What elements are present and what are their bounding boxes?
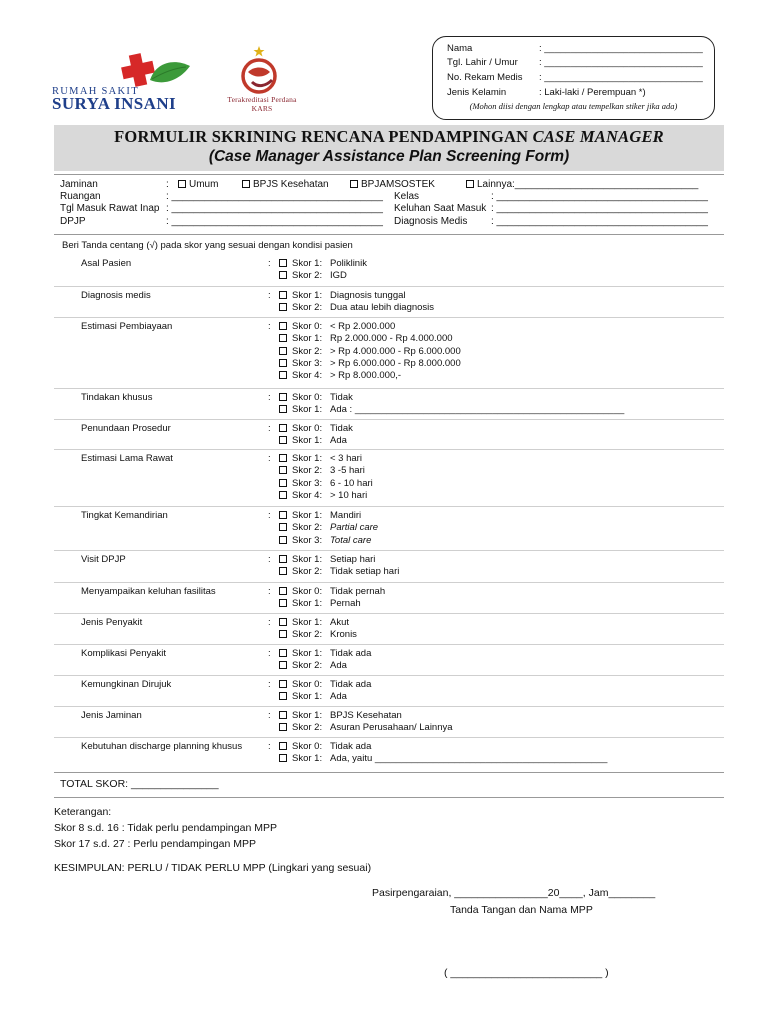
jaminan-option-umum[interactable]	[178, 179, 218, 190]
score-option[interactable]	[279, 566, 399, 578]
score-text: Ada : ___________________________________________________	[330, 404, 625, 416]
score-text: Tidak ada	[330, 679, 372, 690]
checkbox[interactable]	[279, 405, 287, 413]
score-text: Tidak ada	[330, 648, 372, 659]
row-divider	[54, 737, 724, 738]
score-option[interactable]	[279, 490, 367, 502]
row-divider	[54, 419, 724, 420]
row-divider	[54, 613, 724, 614]
score-text: > 10 hari	[330, 489, 368, 501]
criterion-label: Menyampaikan keluhan fasilitas	[81, 586, 216, 597]
jaminan-option-bpjs[interactable]	[242, 179, 329, 190]
score-text: Ada	[330, 691, 347, 703]
keterangan-line-2: Skor 17 s.d. 27 : Perlu pendampingan MPP	[54, 838, 256, 850]
score-label: Skor 1:	[292, 453, 323, 464]
score-label: Skor 1:	[292, 598, 323, 610]
score-text: Tidak	[330, 423, 353, 434]
kars-emblem-icon	[204, 44, 314, 96]
score-label: Skor 3:	[292, 477, 323, 489]
score-option[interactable]	[279, 660, 347, 672]
colon: :	[268, 423, 271, 434]
score-option[interactable]	[279, 478, 373, 490]
score-label: Skor 2:	[292, 522, 323, 534]
criterion-label: Komplikasi Penyakit	[81, 648, 167, 659]
score-option[interactable]	[279, 598, 361, 610]
score-text: Mandiri	[330, 510, 362, 521]
score-option[interactable]	[279, 465, 365, 477]
score-option[interactable]	[279, 710, 402, 722]
colon: :	[268, 710, 271, 721]
patient-dob-row	[447, 57, 703, 68]
keterangan-line-1: Skor 8 s.d. 16 : Tidak perlu pendampingan MPP	[54, 822, 277, 834]
score-option[interactable]	[279, 404, 624, 416]
patient-name-row	[447, 43, 703, 54]
score-label: Skor 0:	[292, 586, 323, 597]
dpjp-field[interactable]: : ______________________________________	[166, 216, 383, 227]
form-title-italic: CASE MANAGER	[532, 127, 664, 146]
row-divider	[54, 506, 724, 507]
score-option[interactable]	[279, 691, 347, 703]
dpjp-label: DPJP	[60, 216, 86, 227]
jaminan-label: Jaminan	[60, 179, 98, 190]
criterion-label: Asal Pasien	[81, 258, 132, 269]
kelas-field[interactable]: : ______________________________________	[491, 191, 708, 202]
row-divider	[54, 706, 724, 707]
colon: :	[268, 586, 271, 597]
field-label: No. Rekam Medis	[447, 72, 523, 83]
criterion-label: Diagnosis medis	[81, 290, 151, 301]
score-label: Skor 4:	[292, 489, 323, 501]
score-option[interactable]	[279, 302, 434, 314]
row-divider	[54, 317, 724, 318]
score-label: Skor 1:	[292, 691, 323, 703]
score-option[interactable]	[279, 358, 461, 370]
checkbox[interactable]	[279, 334, 287, 342]
checkbox[interactable]	[279, 555, 287, 563]
score-option[interactable]	[279, 629, 357, 641]
checkbox[interactable]	[279, 536, 287, 544]
score-text: IGD	[330, 270, 347, 282]
row-divider	[54, 550, 724, 551]
checkbox[interactable]	[279, 742, 287, 750]
tgl-masuk-field[interactable]: : ______________________________________	[166, 203, 383, 214]
score-label: Skor 1:	[292, 753, 323, 765]
score-text: 3 -5 hari	[330, 465, 365, 477]
keterangan-title: Keterangan:	[54, 806, 112, 818]
signature-name-line[interactable]: ( __________________________ )	[444, 967, 609, 979]
score-option[interactable]	[279, 722, 453, 734]
option-label: Lainnya:_________________________________	[477, 179, 699, 190]
field-label: Tgl. Lahir / Umur	[447, 57, 518, 68]
score-label: Skor 4:	[292, 370, 323, 382]
score-text: Asuran Perusahaan/ Lainnya	[330, 722, 453, 734]
option-label: BPJAMSOSTEK	[361, 179, 435, 190]
ruangan-label: Ruangan	[60, 191, 101, 202]
checkbox[interactable]	[178, 180, 186, 188]
colon: :	[166, 179, 169, 190]
score-option[interactable]	[279, 648, 371, 660]
divider	[54, 234, 724, 235]
score-label: Skor 1:	[292, 435, 323, 447]
keluhan-label: Keluhan Saat Masuk	[394, 203, 487, 214]
colon: :	[268, 392, 271, 403]
field-label: Nama	[447, 43, 473, 54]
colon: :	[268, 617, 271, 628]
patient-dob-field[interactable]: : ______________________________	[539, 57, 703, 68]
diagnosis-medis-label: Diagnosis Medis	[394, 216, 468, 227]
score-label: Skor 2:	[292, 302, 323, 314]
score-option[interactable]	[279, 270, 347, 282]
divider	[54, 772, 724, 773]
score-label: Skor 2:	[292, 345, 323, 357]
hospital-logo	[52, 46, 202, 116]
score-label: Skor 1:	[292, 510, 323, 521]
total-score[interactable]: TOTAL SKOR: _______________	[60, 778, 219, 790]
checkbox[interactable]	[279, 723, 287, 731]
score-option[interactable]	[279, 258, 367, 270]
criterion-label: Tindakan khusus	[81, 392, 153, 403]
score-text: Total care	[330, 534, 372, 546]
colon: :	[268, 648, 271, 659]
checkbox[interactable]	[279, 692, 287, 700]
form-title-bar	[54, 125, 724, 171]
score-label: Skor 1:	[292, 648, 323, 659]
score-label: Skor 2:	[292, 629, 323, 641]
score-option[interactable]	[279, 435, 347, 447]
row-divider	[54, 582, 724, 583]
checkbox[interactable]	[279, 649, 287, 657]
score-option[interactable]	[279, 554, 375, 566]
score-option[interactable]	[279, 392, 353, 404]
checkbox[interactable]	[350, 180, 358, 188]
score-text: > Rp 4.000.000 - Rp 6.000.000	[330, 345, 461, 357]
score-option[interactable]	[279, 346, 461, 358]
score-option[interactable]	[279, 510, 361, 522]
colon: :	[268, 741, 271, 752]
criterion-label: Estimasi Pembiayaan	[81, 321, 173, 332]
colon: :	[268, 554, 271, 565]
score-label: Skor 2:	[292, 722, 323, 734]
keluhan-field[interactable]: : ______________________________________	[491, 203, 708, 214]
score-text: 6 - 10 hari	[330, 477, 373, 489]
hospital-name: SURYA INSANI	[52, 94, 177, 113]
checkbox[interactable]	[279, 479, 287, 487]
score-label: Skor 0:	[292, 423, 323, 434]
criterion-label: Kemungkinan Dirujuk	[81, 679, 172, 690]
option-label: Umum	[189, 179, 219, 190]
place-date-line[interactable]: Pasirpengaraian, ________________20____, Jam________	[372, 887, 656, 899]
score-text: Poliklinik	[330, 258, 367, 269]
score-label: Skor 1:	[292, 617, 323, 628]
checkbox[interactable]	[466, 180, 474, 188]
checkbox[interactable]	[279, 511, 287, 519]
score-option[interactable]	[279, 453, 362, 465]
checkbox[interactable]	[279, 523, 287, 531]
checkbox[interactable]	[279, 424, 287, 432]
checkbox[interactable]	[279, 680, 287, 688]
checkbox[interactable]	[279, 436, 287, 444]
patient-mrn-field[interactable]: : ______________________________	[539, 72, 703, 83]
checkbox[interactable]	[279, 347, 287, 355]
score-option[interactable]	[279, 370, 401, 382]
checkbox[interactable]	[279, 754, 287, 762]
score-label: Skor 1:	[292, 258, 323, 269]
score-label: Skor 0:	[292, 679, 323, 690]
score-option[interactable]	[279, 333, 453, 345]
divider	[54, 797, 724, 798]
checkbox[interactable]	[279, 259, 287, 267]
accreditation-text	[212, 95, 312, 113]
kesimpulan: KESIMPULAN: PERLU / TIDAK PERLU MPP (Lingkari yang sesuai)	[54, 862, 372, 874]
score-text: Tidak ada	[330, 741, 372, 752]
checkbox[interactable]	[242, 180, 250, 188]
checkbox[interactable]	[279, 371, 287, 379]
patient-box-note: (Mohon diisi dengan lengkap atau tempelkan stiker jika ada)	[469, 101, 678, 111]
score-text: Partial care	[330, 522, 379, 534]
score-label: Skor 2:	[292, 465, 323, 477]
red-cross-leaf-icon	[52, 46, 202, 90]
row-divider	[54, 388, 724, 389]
score-option[interactable]	[279, 586, 385, 598]
score-text: Ada	[330, 435, 347, 447]
patient-mrn-row	[447, 72, 703, 83]
score-text: > Rp 6.000.000 - Rp 8.000.000	[330, 357, 461, 369]
tgl-masuk-label: Tgl Masuk Rawat Inap	[60, 203, 160, 214]
divider	[54, 174, 724, 175]
patient-identity-box	[432, 36, 715, 120]
score-text: Dua atau lebih diagnosis	[330, 302, 435, 314]
checkbox[interactable]	[279, 322, 287, 330]
signature-label: Tanda Tangan dan Nama MPP	[450, 904, 593, 916]
score-option[interactable]	[279, 741, 371, 753]
score-text: < Rp 2.000.000	[330, 321, 396, 332]
form-title	[54, 127, 724, 147]
score-text: BPJS Kesehatan	[330, 710, 402, 721]
score-label: Skor 1:	[292, 554, 323, 565]
score-option[interactable]	[279, 522, 378, 534]
checkbox[interactable]	[279, 661, 287, 669]
score-option[interactable]	[279, 321, 395, 333]
criterion-label: Jenis Jaminan	[81, 710, 142, 721]
checkbox[interactable]	[279, 466, 287, 474]
form-subtitle: (Case Manager Assistance Plan Screening Form)	[208, 148, 570, 165]
score-text: Kronis	[330, 629, 357, 641]
diagnosis-medis-field[interactable]: : ______________________________________	[491, 216, 708, 227]
row-divider	[54, 675, 724, 676]
colon: :	[268, 510, 271, 521]
criterion-label: Penundaan Prosedur	[81, 423, 171, 434]
checkbox[interactable]	[279, 491, 287, 499]
row-divider	[54, 644, 724, 645]
score-label: Skor 3:	[292, 357, 323, 369]
checkbox[interactable]	[279, 291, 287, 299]
criterion-label: Tingkat Kemandirian	[81, 510, 168, 521]
option-label: BPJS Kesehatan	[253, 179, 329, 190]
score-label: Skor 0:	[292, 392, 323, 403]
score-label: Skor 2:	[292, 566, 323, 578]
score-text: Ada, yaitu ____________________________________________	[330, 753, 608, 765]
score-option[interactable]	[279, 753, 607, 765]
score-text: Ada	[330, 660, 347, 672]
criterion-label: Estimasi Lama Rawat	[81, 453, 173, 464]
score-text: Tidak	[330, 392, 353, 403]
score-text: Akut	[330, 617, 350, 628]
row-divider	[54, 449, 724, 450]
score-label: Skor 0:	[292, 321, 323, 332]
accreditation-label: Terakreditasi Perdana	[227, 95, 297, 104]
checkbox[interactable]	[279, 454, 287, 462]
criterion-label: Kebutuhan discharge planning khusus	[81, 741, 243, 752]
score-text: Setiap hari	[330, 554, 376, 565]
checkbox[interactable]	[279, 587, 287, 595]
instruction-text: Beri Tanda centang (√) pada skor yang sesuai dengan kondisi pasien	[62, 240, 353, 251]
score-option[interactable]	[279, 679, 371, 691]
row-divider	[54, 286, 724, 287]
score-option[interactable]	[279, 535, 371, 547]
hospital-name-top: RUMAH SAKIT	[52, 86, 139, 97]
patient-gender-field[interactable]: : Laki-laki / Perempuan *)	[539, 87, 646, 98]
checkbox[interactable]	[279, 630, 287, 638]
score-label: Skor 1:	[292, 333, 323, 345]
score-text: Tidak setiap hari	[330, 566, 400, 578]
checkbox[interactable]	[279, 567, 287, 575]
score-text: Diagnosis tunggal	[330, 290, 406, 301]
colon: :	[268, 258, 271, 269]
accreditation-sub: KARS	[251, 104, 273, 113]
score-label: Skor 2:	[292, 270, 323, 282]
checkbox[interactable]	[279, 599, 287, 607]
criterion-label: Visit DPJP	[81, 554, 126, 565]
score-text: Tidak pernah	[330, 586, 386, 597]
patient-gender-row	[447, 87, 646, 98]
score-label: Skor 3:	[292, 534, 323, 546]
score-text: Rp 2.000.000 - Rp 4.000.000	[330, 333, 453, 345]
kars-logo	[204, 44, 314, 120]
checkbox[interactable]	[279, 618, 287, 626]
colon: :	[268, 453, 271, 464]
checkbox[interactable]	[279, 303, 287, 311]
patient-name-field[interactable]: : ______________________________	[539, 43, 703, 54]
jaminan-option-lainnya[interactable]	[466, 179, 698, 190]
form-title-main: FORMULIR SKRINING RENCANA PENDAMPINGAN	[114, 127, 529, 146]
score-option[interactable]	[279, 617, 349, 629]
jaminan-option-bpjamsostek[interactable]	[350, 179, 435, 190]
ruangan-field[interactable]: : ______________________________________	[166, 191, 383, 202]
checkbox[interactable]	[279, 711, 287, 719]
score-label: Skor 1:	[292, 710, 323, 721]
checkbox[interactable]	[279, 393, 287, 401]
checkbox[interactable]	[279, 271, 287, 279]
score-option[interactable]	[279, 290, 406, 302]
score-text: Pernah	[330, 598, 361, 610]
score-label: Skor 0:	[292, 741, 323, 752]
colon: :	[268, 679, 271, 690]
checkbox[interactable]	[279, 359, 287, 367]
field-label: Jenis Kelamin	[447, 87, 507, 98]
score-label: Skor 1:	[292, 404, 323, 416]
kelas-label: Kelas	[394, 191, 420, 202]
score-label: Skor 1:	[292, 290, 323, 301]
colon: :	[268, 290, 271, 301]
score-label: Skor 2:	[292, 660, 323, 672]
score-text: < 3 hari	[330, 453, 362, 464]
score-option[interactable]	[279, 423, 353, 435]
colon: :	[268, 321, 271, 332]
criterion-label: Jenis Penyakit	[81, 617, 143, 628]
score-text: > Rp 8.000.000,-	[330, 370, 402, 382]
